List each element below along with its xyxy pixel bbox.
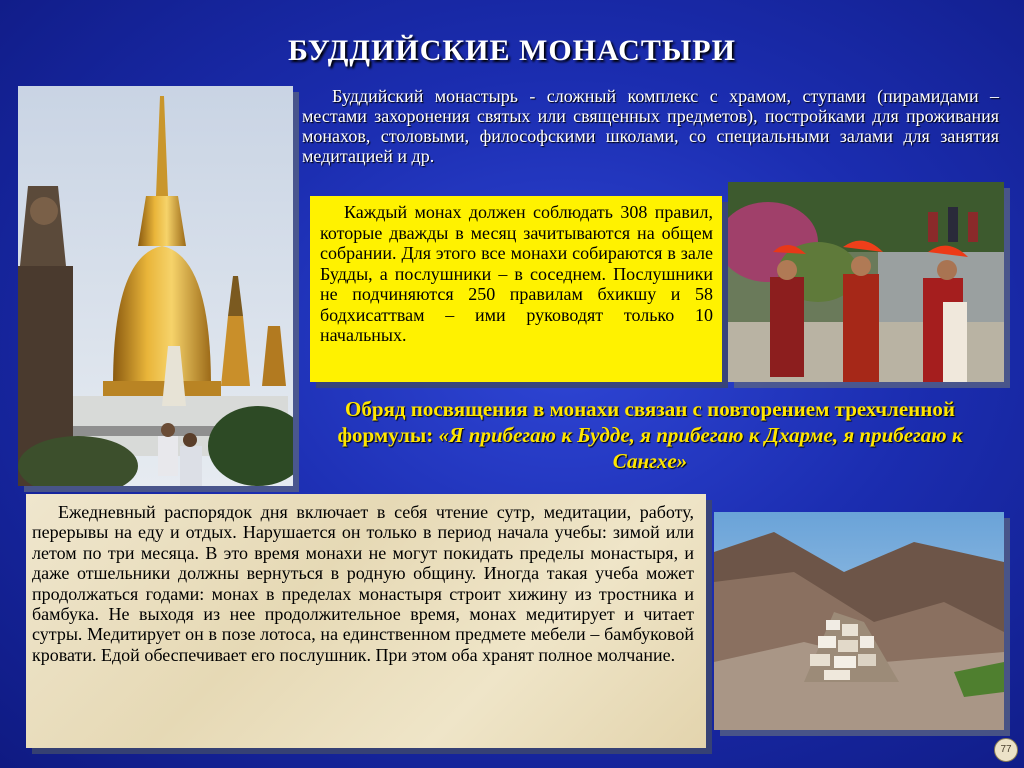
rite-lead: Обряд посвящения в монахи связан с повторением трехчленной формулы: — [337, 397, 955, 447]
initiation-rite-text — [300, 396, 1000, 474]
daily-routine-box — [26, 494, 706, 748]
rite-formula: «Я прибегаю к Будде, я прибегаю к Дхарме, я прибегаю к Сангхе» — [438, 423, 963, 473]
rules-box — [310, 196, 722, 382]
slide-title: БУДДИЙСКИЕ МОНАСТЫРИ — [288, 34, 736, 67]
stupa-temple-photo — [18, 86, 293, 486]
mountain-monastery-photo — [714, 512, 1004, 730]
rules-text: Каждый монах должен соблюдать 308 правил, которые дважды в месяц зачитываются на общем собрании. Для этого все монахи собираются в зале Будды, а послушники – в соседнем. Послушники не подчиняются 250 правилам бхикшу и 58 бодхисаттвам – ими руководят только 10 начальных. — [320, 202, 713, 345]
monks-procession-photo — [728, 182, 1004, 382]
intro-text: Буддийский монастырь - сложный комплекс с храмом, ступами (пирамидами – местами захоронения святых или священных предметов), постройками для проживания монахов, столовыми, философскими школами, со специальными залами для занятия медитацией и др. — [302, 86, 999, 166]
daily-routine-text: Ежедневный распорядок дня включает в себя чтение сутр, медитации, работу, перерывы на еду и отдых. Нарушается он только в период начала учебы: зимой или летом по три месяца. В это время монахи не могут покидать пределы монастыря, и даже отшельники должны вернуться в родную общину. Иногда такая учеба может продолжаться годами: монах в пределах монастыря строит хижину из тростника и бамбука. Не выходя из нее продолжительное время, монах медитирует и читает сутры. Медитирует он в позе лотоса, на единственном предмете мебели – бамбуковой кровати. Едой обеспечивает его послушник. При этом оба хранят полное молчание. — [32, 502, 694, 665]
page-number-badge: 77 — [994, 738, 1018, 762]
